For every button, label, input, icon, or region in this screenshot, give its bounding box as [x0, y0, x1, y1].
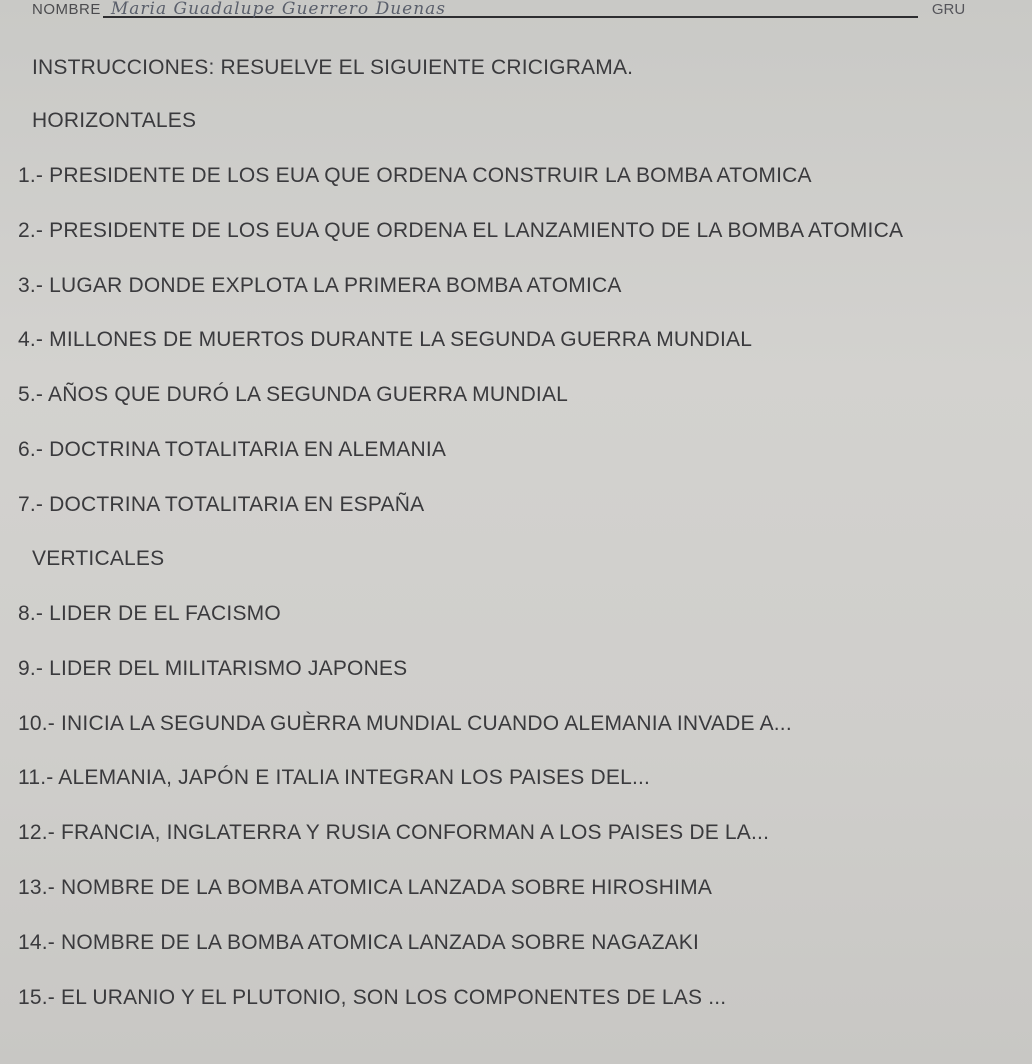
clue-12: 12.- FRANCIA, INGLATERRA Y RUSIA CONFORMAN A LOS PAISES DE LA...	[18, 821, 770, 844]
horizontales-title: HORIZONTALES	[32, 109, 197, 132]
clue-3: 3.- LUGAR DONDE EXPLOTA LA PRIMERA BOMBA ATOMICA	[18, 274, 622, 297]
name-field[interactable]	[103, 0, 918, 18]
clue-6: 6.- DOCTRINA TOTALITARIA EN ALEMANIA	[18, 438, 447, 461]
name-header	[32, 0, 1032, 18]
group-label: GRU	[931, 1, 966, 18]
clue-1: 1.- PRESIDENTE DE LOS EUA QUE ORDENA CONSTRUIR LA BOMBA ATOMICA	[18, 164, 812, 187]
name-label: NOMBRE	[32, 1, 101, 18]
verticales-title: VERTICALES	[32, 547, 165, 570]
clue-10: 10.- INICIA LA SEGUNDA GUÈRRA MUNDIAL CUANDO ALEMANIA INVADE A...	[18, 712, 792, 735]
clue-4: 4.- MILLONES DE MUERTOS DURANTE LA SEGUNDA GUERRA MUNDIAL	[18, 328, 753, 351]
clue-14: 14.- NOMBRE DE LA BOMBA ATOMICA LANZADA SOBRE NAGAZAKI	[18, 931, 700, 954]
handwritten-name: Maria Guadalupe Guerrero Duenas	[110, 0, 447, 19]
clue-13: 13.- NOMBRE DE LA BOMBA ATOMICA LANZADA SOBRE HIROSHIMA	[18, 876, 713, 899]
clue-8: 8.- LIDER DE EL FACISMO	[18, 602, 281, 625]
clue-5: 5.- AÑOS QUE DURÓ LA SEGUNDA GUERRA MUNDIAL	[18, 383, 569, 406]
instructions-text: INSTRUCCIONES: RESUELVE EL SIGUIENTE CRICIGRAMA.	[32, 56, 634, 79]
clue-7: 7.- DOCTRINA TOTALITARIA EN ESPAÑA	[18, 493, 425, 516]
clue-2: 2.- PRESIDENTE DE LOS EUA QUE ORDENA EL LANZAMIENTO DE LA BOMBA ATOMICA	[18, 219, 904, 242]
clue-11: 11.- ALEMANIA, JAPÓN E ITALIA INTEGRAN LOS PAISES DEL...	[18, 766, 651, 789]
clue-9: 9.- LIDER DEL MILITARISMO JAPONES	[18, 657, 408, 680]
clue-15: 15.- EL URANIO Y EL PLUTONIO, SON LOS COMPONENTES DE LAS ...	[18, 986, 727, 1009]
